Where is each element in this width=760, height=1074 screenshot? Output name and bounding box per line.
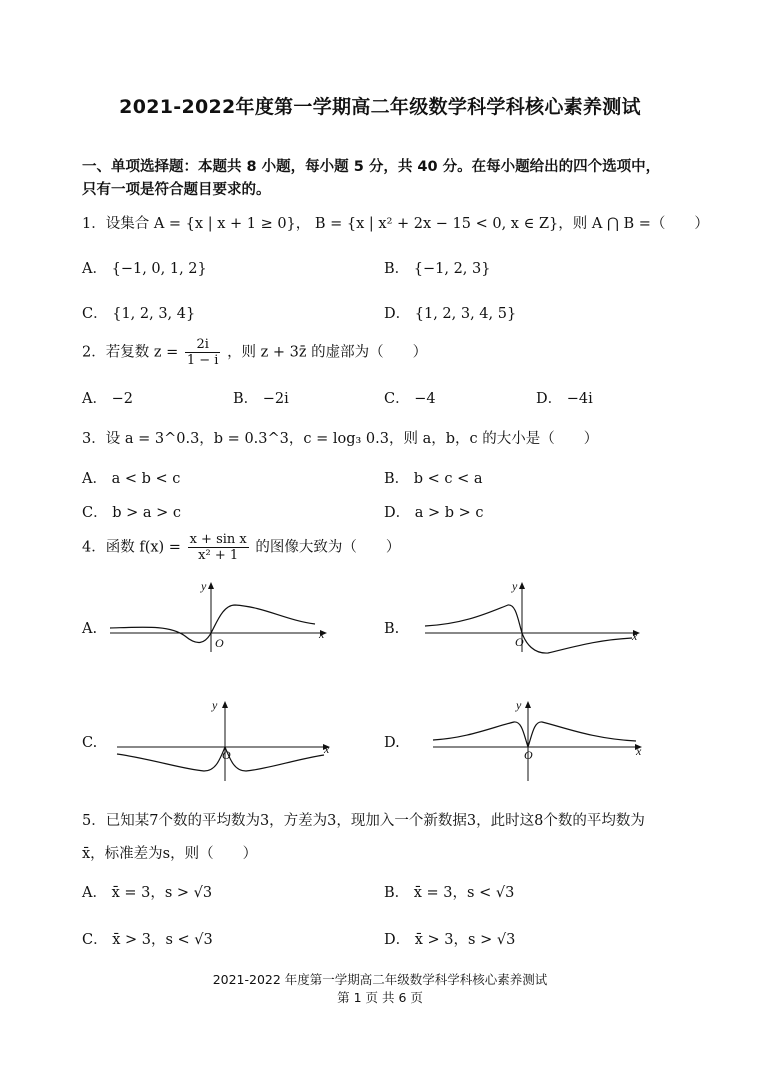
option-label: B． [233, 391, 259, 407]
option-text: b > a > c [112, 505, 182, 521]
curve [433, 722, 636, 747]
question-number: 2． [82, 344, 106, 361]
fraction [188, 532, 249, 563]
option-text: −2i [262, 391, 289, 407]
y-axis-arrow [519, 582, 525, 589]
option-text: −2 [111, 391, 133, 407]
question-4-prefix: 函数 f(x) = [105, 539, 181, 556]
y-label: y [212, 698, 218, 712]
option-text: x̄ > 3，s < √3 [112, 932, 213, 948]
option-label: A． [82, 885, 107, 901]
question-number: 5． [82, 813, 106, 829]
option-text: −4i [566, 391, 593, 407]
option-text: x̄ = 3，s < √3 [413, 885, 515, 901]
fraction [185, 337, 221, 368]
question-1-tail: ，则 A ⋂ B =（ ） [558, 216, 709, 232]
y-axis-arrow [208, 582, 214, 589]
option-label: D． [384, 932, 411, 948]
fraction-denominator: x² + 1 [198, 548, 239, 563]
question-number: 4． [82, 539, 106, 556]
q3-option-b [384, 467, 483, 488]
fraction-numerator: x + sin x [189, 532, 247, 547]
question-5-text: 已知某7个数的平均数为3，方差为3，现加入一个新数据3，此时这8个数的平均数为 [105, 813, 645, 829]
y-label: y [512, 580, 518, 593]
q3-option-a [82, 467, 180, 488]
question-4 [82, 532, 400, 563]
y-axis-arrow [222, 701, 228, 708]
option-text: −4 [414, 391, 436, 407]
question-4-tail: 的图像大致为（ ） [255, 539, 401, 556]
set-b-expression: B = {x | x² + 2x − 15 < 0, x ∈ Z} [314, 216, 559, 232]
option-text: a < b < c [111, 471, 181, 487]
curve [110, 605, 315, 642]
option-text: b < c < a [413, 471, 483, 487]
question-number: 3． [82, 431, 106, 447]
question-1-prefix: 设集合 [105, 216, 150, 232]
q4-option-c-label: C. [82, 735, 98, 751]
graph-c [112, 697, 342, 782]
option-label: D． [536, 391, 563, 407]
q2-option-c [384, 387, 436, 408]
origin-label: O [222, 748, 231, 762]
option-text: x̄ > 3，s > √3 [414, 932, 516, 948]
option-label: A． [82, 391, 107, 407]
option-text: {1, 2, 3, 4} [112, 306, 196, 322]
q3-option-d [384, 501, 484, 522]
question-3 [82, 427, 598, 448]
q4-option-a-label: A. [82, 621, 98, 637]
set-a-expression: A = {x | x + 1 ≥ 0} [153, 216, 296, 232]
q2-option-b [233, 387, 289, 408]
question-5-line1 [82, 809, 645, 830]
option-label: B． [384, 885, 410, 901]
question-1 [82, 212, 709, 233]
option-label: D． [384, 505, 411, 521]
q1-option-b [384, 257, 490, 278]
option-text: x̄ = 3，s > √3 [111, 885, 213, 901]
graph-d [428, 697, 658, 782]
fraction-numerator: 2i [185, 337, 221, 353]
curve [425, 605, 632, 653]
q1-option-d [384, 302, 516, 323]
origin-label: O [215, 636, 224, 650]
option-text: a > b > c [414, 505, 484, 521]
section-heading-line1: 一、单项选择题：本题共 8 小题，每小题 5 分，共 40 分。在每小题给出的四个选项中， [82, 159, 661, 175]
q2-option-d [536, 387, 593, 408]
question-5-line2: x̄，标准差为s，则（ ） [82, 846, 258, 862]
q3-option-c [82, 501, 181, 522]
x-label: x [319, 627, 325, 641]
q2-option-a [82, 387, 133, 408]
q5-option-b [384, 881, 514, 902]
option-label: A． [82, 261, 107, 277]
fraction-denominator: 1 − i [186, 353, 219, 368]
origin-label: O [524, 748, 533, 762]
option-text: {−1, 2, 3} [413, 261, 491, 277]
y-label: y [201, 580, 207, 593]
x-label: x [324, 742, 330, 756]
option-label: B． [384, 471, 410, 487]
q5-option-d [384, 928, 515, 949]
q1-option-a [82, 257, 207, 278]
y-axis-arrow [525, 701, 531, 708]
q1-option-c [82, 302, 195, 323]
option-text: {1, 2, 3, 4, 5} [414, 306, 517, 322]
footer-title: 2021-2022 年度第一学期高二年级数学科学科核心素养测试 [212, 972, 548, 987]
separator: ， [295, 216, 311, 232]
question-2-tail: ，则 z + 3z̄ 的虚部为（ ） [227, 344, 428, 361]
graph-b [420, 580, 650, 655]
q4-option-b-label: B. [384, 621, 400, 637]
origin-label: O [515, 635, 524, 649]
option-label: B． [384, 261, 410, 277]
page-title: 2021-2022年度第一学期高二年级数学科学科核心素养测试 [119, 96, 641, 118]
question-3-text: 设 a = 3^0.3，b = 0.3^3，c = log₃ 0.3，则 a，b，c 的大小是（ ） [105, 431, 599, 447]
option-label: D． [384, 306, 411, 322]
q4-option-d-label: D. [384, 735, 400, 751]
option-label: C． [82, 932, 108, 948]
curve [117, 747, 324, 771]
x-label: x [632, 629, 638, 643]
graph-a [105, 580, 335, 655]
option-label: C． [82, 505, 108, 521]
y-label: y [516, 698, 522, 712]
q5-option-a [82, 881, 212, 902]
question-2 [82, 337, 427, 368]
option-text: {−1, 0, 1, 2} [111, 261, 207, 277]
question-2-prefix: 若复数 z = [105, 344, 179, 361]
section-heading-line2: 只有一项是符合题目要求的。 [82, 182, 271, 198]
question-number: 1． [82, 216, 106, 232]
page-number: 第 1 页 共 6 页 [337, 990, 423, 1005]
option-label: C． [384, 391, 410, 407]
q5-option-c [82, 928, 213, 949]
x-label: x [636, 744, 642, 758]
option-label: A． [82, 471, 107, 487]
option-label: C． [82, 306, 108, 322]
